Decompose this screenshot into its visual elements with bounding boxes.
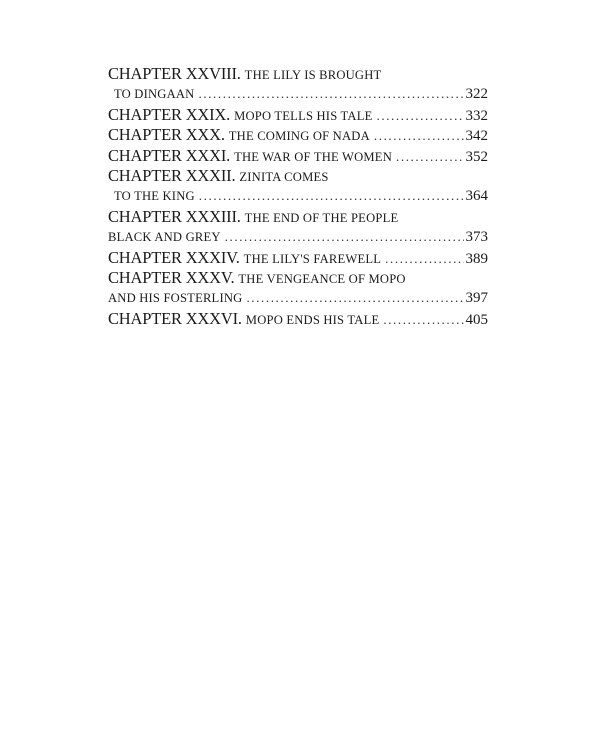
chapter-number: CHAPTER XXXII. bbox=[108, 165, 236, 185]
dot-leader bbox=[199, 186, 464, 206]
page-number: 332 bbox=[465, 107, 488, 124]
toc-entry-continuation bbox=[108, 227, 488, 247]
toc-entry-heading bbox=[108, 64, 488, 84]
chapter-title: THE VENGEANCE OF MOPO bbox=[238, 271, 406, 286]
chapter-title: THE COMING OF NADA bbox=[228, 129, 370, 144]
chapter-number: CHAPTER XXXV. bbox=[108, 267, 235, 287]
chapter-number: CHAPTER XXVIII. bbox=[108, 64, 241, 83]
chapter-number: CHAPTER XXIX. bbox=[108, 104, 231, 124]
chapter-number: CHAPTER XXXIV. bbox=[108, 247, 240, 267]
chapter-title: THE LILY IS BROUGHT bbox=[244, 68, 382, 82]
page-number: 397 bbox=[465, 290, 488, 307]
toc-entry bbox=[108, 309, 488, 329]
toc-entry bbox=[108, 248, 488, 268]
chapter-title-continued: AND HIS FOSTERLING bbox=[108, 291, 243, 306]
page-number: 405 bbox=[465, 311, 488, 328]
chapter-title-continued: TO THE KING bbox=[114, 189, 195, 204]
chapter-title: THE END OF THE PEOPLE bbox=[244, 210, 399, 225]
toc-entry bbox=[108, 146, 488, 166]
page-number: 352 bbox=[465, 148, 488, 165]
chapter-number: CHAPTER XXXIII. bbox=[108, 206, 241, 226]
dot-leader bbox=[198, 84, 463, 104]
chapter-number: CHAPTER XXXI. bbox=[108, 145, 231, 165]
table-of-contents bbox=[108, 64, 488, 329]
toc-entry-heading bbox=[108, 166, 488, 186]
toc-entry-continuation bbox=[108, 186, 488, 206]
toc-entry-heading bbox=[108, 268, 488, 288]
dot-leader bbox=[383, 310, 463, 330]
dot-leader bbox=[246, 288, 463, 308]
toc-entry-continuation bbox=[108, 84, 488, 104]
toc-entry bbox=[108, 105, 488, 125]
page-number: 373 bbox=[465, 229, 488, 246]
chapter-title-continued: TO DINGAAN bbox=[114, 87, 195, 102]
chapter-number: CHAPTER XXXVI. bbox=[108, 308, 242, 328]
toc-entry-continuation bbox=[108, 288, 488, 308]
page-number: 342 bbox=[465, 128, 488, 145]
dot-leader bbox=[396, 147, 464, 167]
chapter-title: MOPO TELLS HIS TALE bbox=[234, 108, 373, 123]
chapter-title: THE LILY'S FAREWELL bbox=[243, 251, 382, 266]
chapter-title-continued: BLACK AND GREY bbox=[108, 230, 221, 245]
chapter-number: CHAPTER XXX. bbox=[108, 125, 225, 145]
dot-leader bbox=[374, 126, 464, 146]
dot-leader bbox=[377, 106, 464, 126]
toc-entry-heading bbox=[108, 207, 488, 227]
dot-leader bbox=[225, 227, 464, 247]
page-number: 389 bbox=[465, 250, 488, 267]
chapter-title: MOPO ENDS HIS TALE bbox=[245, 312, 380, 327]
dot-leader bbox=[385, 249, 463, 269]
page-number: 322 bbox=[465, 86, 488, 103]
page-number: 364 bbox=[465, 188, 488, 205]
toc-entry bbox=[108, 125, 488, 145]
chapter-title: THE WAR OF THE WOMEN bbox=[234, 149, 392, 164]
chapter-title: ZINITA COMES bbox=[239, 169, 329, 184]
